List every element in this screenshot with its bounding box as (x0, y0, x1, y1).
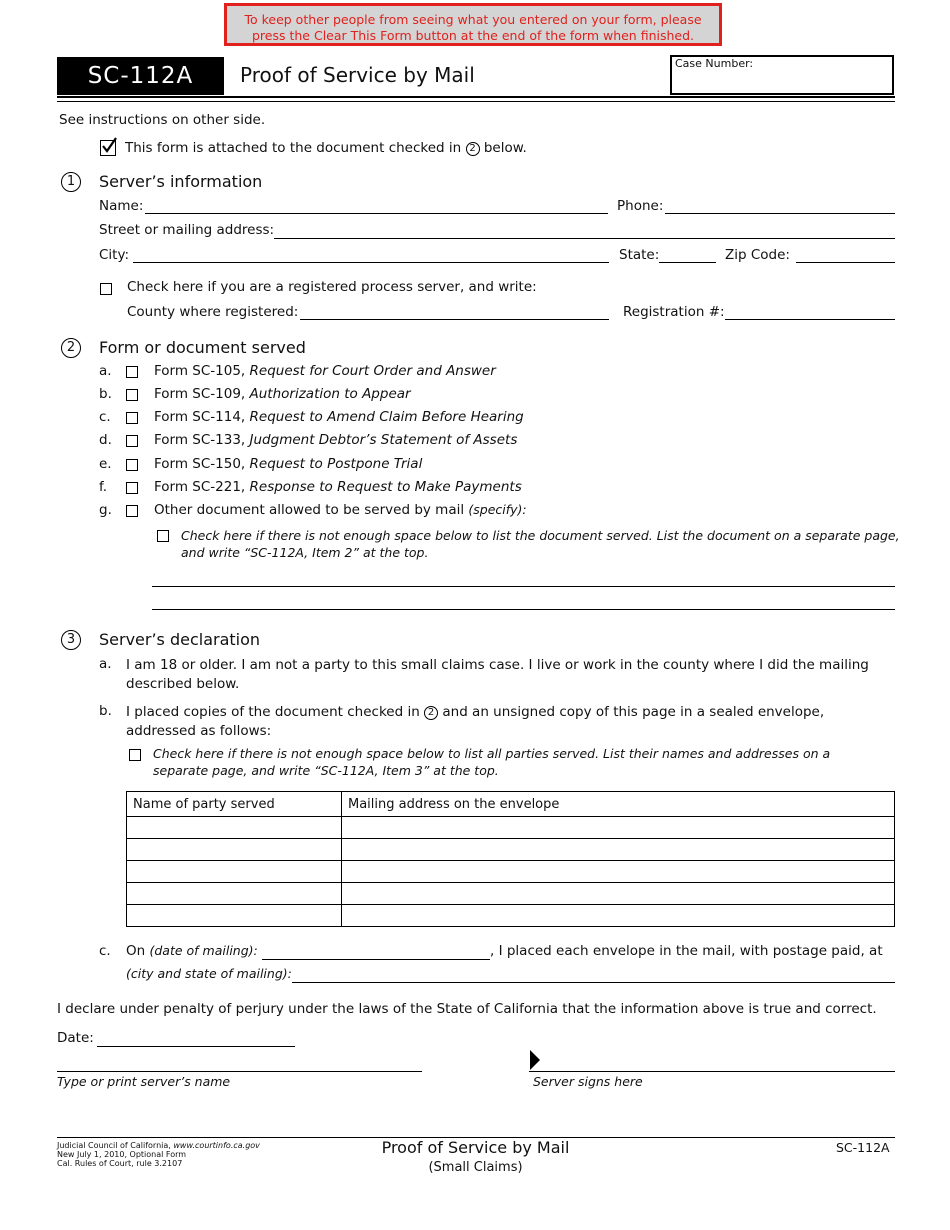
on-word: On (126, 943, 150, 959)
option-letter: g. (99, 502, 112, 518)
city-state-mailing-field[interactable] (292, 982, 895, 983)
option-title: Request for Court Order and Answer (249, 363, 496, 379)
option-form: Form SC-133, (154, 432, 250, 448)
table-row (127, 817, 895, 839)
instructions-text: See instructions on other side. (59, 112, 266, 128)
option-text (154, 479, 522, 495)
name-label: Name: (99, 198, 144, 214)
county-field[interactable] (300, 319, 609, 320)
footer-revised: New July 1, 2010, Optional Form (57, 1150, 187, 1159)
date-label: Date: (57, 1030, 94, 1046)
option-letter: d. (99, 432, 112, 448)
note-line-1: Check here if there is not enough space below to list the document served. List the document on a separate page, (181, 528, 900, 543)
option-title: Judgment Debtor’s Statement of Assets (249, 432, 518, 448)
option-text (154, 409, 524, 425)
footer-subtitle: (Small Claims) (428, 1160, 523, 1175)
declaration-a-line-2: described below. (126, 676, 240, 692)
footer-form-number: SC-112A (836, 1140, 890, 1155)
option-form: Form SC-114, (154, 409, 250, 425)
section-2-number: 2 (61, 338, 81, 358)
option-text (154, 456, 422, 472)
option-checkbox-d[interactable] (126, 435, 138, 447)
option-title: (specify): (468, 502, 527, 517)
option-checkbox-c[interactable] (126, 412, 138, 424)
mailing-address-cell[interactable] (342, 883, 895, 905)
perjury-statement: I declare under penalty of perjury under the laws of the State of California that the information above is true and correct. (57, 1001, 877, 1017)
case-number-label: Case Number: (675, 57, 754, 70)
mailing-address-cell[interactable] (342, 861, 895, 883)
server-signature-field[interactable] (529, 1071, 895, 1072)
attached-statement (125, 140, 527, 156)
declaration-c-text: , I placed each envelope in the mail, with postage paid, at (490, 943, 883, 959)
option-checkbox-b[interactable] (126, 389, 138, 401)
declaration-b-line-2: addressed as follows: (126, 723, 272, 739)
other-document-line-1[interactable] (152, 586, 895, 587)
option-text (154, 386, 411, 402)
document-option (99, 456, 899, 476)
date-field[interactable] (97, 1046, 295, 1047)
party-name-cell[interactable] (127, 839, 342, 861)
declaration-a-text (126, 656, 869, 694)
city-field[interactable] (133, 262, 609, 263)
server-name-field[interactable] (57, 1071, 422, 1072)
option-title: Authorization to Appear (249, 386, 411, 402)
document-extra-space-checkbox[interactable] (157, 530, 169, 542)
form-title: Proof of Service by Mail (240, 63, 475, 87)
column-header-address: Mailing address on the envelope (342, 792, 895, 817)
state-field[interactable] (659, 262, 716, 263)
option-checkbox-f[interactable] (126, 482, 138, 494)
section-2-heading: Form or document served (99, 338, 306, 357)
party-name-cell[interactable] (127, 817, 342, 839)
mailing-address-cell[interactable] (342, 817, 895, 839)
city-state-mailing-label: (city and state of mailing): (126, 966, 292, 981)
phone-field[interactable] (665, 213, 895, 214)
phone-label: Phone: (617, 198, 664, 214)
address-label: Street or mailing address: (99, 222, 275, 238)
registered-server-checkbox[interactable] (100, 283, 112, 295)
b-text-after: and an unsigned copy of this page in a sealed envelope, (442, 704, 825, 720)
section-1-heading: Server’s information (99, 172, 263, 191)
date-of-mailing-field[interactable] (262, 959, 490, 960)
registered-server-label: Check here if you are a registered process server, and write: (127, 279, 537, 295)
option-title: Request to Postpone Trial (249, 456, 423, 472)
parties-extra-space-checkbox[interactable] (129, 749, 141, 761)
header-rule-thin (57, 101, 895, 102)
footer-rules: Cal. Rules of Court, rule 3.2107 (57, 1159, 183, 1168)
document-option (99, 386, 899, 406)
footer-council-line (57, 1141, 260, 1150)
state-label: State: (619, 247, 660, 263)
date-of-mailing-label: (date of mailing): (149, 943, 258, 958)
privacy-notice-banner: To keep other people from seeing what you entered on your form, please press the Clear This Form button at the end of the form when finished. (224, 3, 722, 46)
option-form: Form SC-105, (154, 363, 250, 379)
option-form: Other document allowed to be served by mail (154, 502, 469, 518)
option-text (154, 432, 517, 448)
document-option (99, 502, 899, 522)
note-line-2: and write “SC-112A, Item 2” at the top. (181, 545, 429, 560)
footer-council: Judicial Council of California, (57, 1141, 174, 1150)
option-text (154, 363, 496, 379)
option-form: Form SC-109, (154, 386, 250, 402)
mailing-address-cell[interactable] (342, 905, 895, 927)
declaration-c-on (126, 943, 258, 959)
option-letter: b. (99, 386, 112, 402)
declaration-b-text (126, 703, 824, 741)
form-number-badge: SC-112A (57, 57, 224, 95)
registration-field[interactable] (725, 319, 895, 320)
parties-extra-space-note (153, 745, 830, 779)
other-document-line-2[interactable] (152, 609, 895, 610)
table-row (127, 839, 895, 861)
option-title: Request to Amend Claim Before Hearing (249, 409, 524, 425)
table-row (127, 861, 895, 883)
table-row (127, 905, 895, 927)
zip-field[interactable] (796, 262, 895, 263)
option-title: Response to Request to Make Payments (249, 479, 522, 495)
option-text (154, 502, 527, 518)
server-name-caption: Type or print server’s name (57, 1074, 231, 1089)
column-header-party: Name of party served (127, 792, 342, 817)
document-option (99, 409, 899, 429)
document-option (99, 363, 899, 383)
option-checkbox-a[interactable] (126, 366, 138, 378)
declaration-a-letter: a. (99, 656, 112, 672)
b-text-before: I placed copies of the document checked in (126, 704, 420, 720)
option-letter: a. (99, 363, 112, 379)
footer-website: www.courtinfo.ca.gov (173, 1141, 260, 1150)
server-signature-caption: Server signs here (533, 1074, 643, 1089)
declaration-a-line-1: I am 18 or older. I am not a party to this small claims case. I live or work in the county where I did the mailing (126, 657, 869, 673)
city-label: City: (99, 247, 130, 263)
zip-label: Zip Code: (725, 247, 790, 263)
attached-text-before: This form is attached to the document checked in (125, 140, 462, 156)
party-name-cell[interactable] (127, 905, 342, 927)
registration-label: Registration #: (623, 304, 725, 320)
section-1-number: 1 (61, 172, 81, 192)
option-checkbox-e[interactable] (126, 459, 138, 471)
option-letter: c. (99, 409, 111, 425)
footer-title: Proof of Service by Mail (381, 1138, 570, 1157)
party-name-cell[interactable] (127, 861, 342, 883)
item-2-reference: 2 (424, 706, 438, 720)
section-3-heading: Server’s declaration (99, 630, 261, 649)
party-name-cell[interactable] (127, 883, 342, 905)
address-field[interactable] (274, 238, 895, 239)
header-rule (57, 96, 895, 98)
note-line-2: separate page, and write “SC-112A, Item 3” at the top. (153, 763, 499, 778)
name-field[interactable] (145, 213, 608, 214)
document-option (99, 432, 899, 452)
table-row (127, 883, 895, 905)
declaration-c-letter: c. (99, 943, 111, 959)
attached-text-after: below. (483, 140, 527, 156)
note-line-1: Check here if there is not enough space below to list all parties served. List their names and addresses on a (153, 746, 831, 761)
option-letter: f. (99, 479, 108, 495)
option-form: Form SC-221, (154, 479, 250, 495)
signature-arrow-icon (529, 1049, 541, 1071)
item-2-reference: 2 (466, 142, 480, 156)
option-letter: e. (99, 456, 112, 472)
declaration-b-line-1 (126, 703, 824, 722)
document-extra-space-note (181, 527, 900, 561)
document-options-list (99, 363, 899, 523)
table-header-row (127, 792, 895, 817)
declaration-b-letter: b. (99, 703, 112, 719)
mailing-address-cell[interactable] (342, 839, 895, 861)
attached-checkbox[interactable] (100, 140, 116, 156)
document-option (99, 479, 899, 499)
parties-served-table (126, 791, 895, 927)
option-form: Form SC-150, (154, 456, 250, 472)
checkmark-icon (100, 136, 120, 156)
footer-credits (57, 1141, 260, 1168)
county-label: County where registered: (127, 304, 299, 320)
section-3-number: 3 (61, 630, 81, 650)
option-checkbox-g[interactable] (126, 505, 138, 517)
